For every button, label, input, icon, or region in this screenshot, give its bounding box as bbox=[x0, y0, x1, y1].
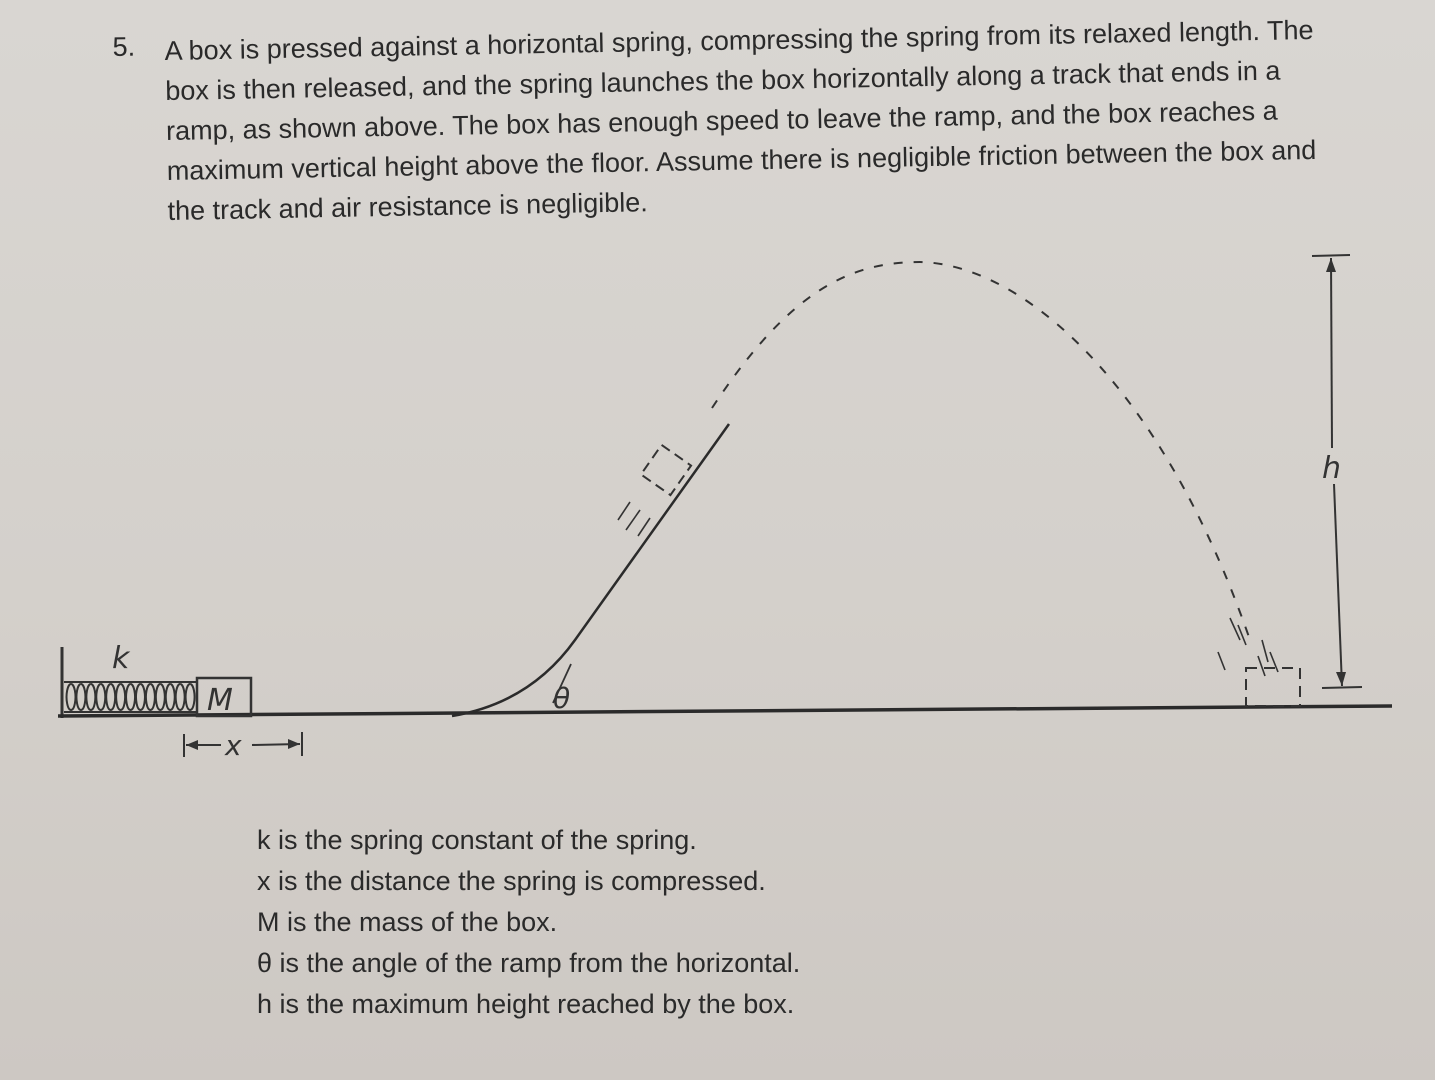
angle-label: θ bbox=[553, 682, 571, 715]
ramp bbox=[452, 424, 729, 716]
problem-text: A box is pressed against a horizontal spring, compressing the spring from its relaxed length. The box is then released, and the spring launches the box horizontally along a track that ends in a ramp, as shown above. The box has enough speed to leave the ramp, and the box reaches a maximum vertical height above the floor. Assume there is negligible friction between the box and the track and air resistance is negligible. bbox=[164, 14, 1317, 227]
trajectory bbox=[712, 262, 1250, 640]
mass-label: M bbox=[207, 683, 233, 718]
variable-definitions bbox=[257, 820, 800, 1025]
problem-number: 5. bbox=[112, 31, 136, 62]
definition-m: M is the mass of the box. bbox=[257, 907, 558, 937]
definition-h: h is the maximum height reached by the box. bbox=[257, 989, 795, 1019]
compression-label: x bbox=[225, 729, 242, 762]
definition-x: x is the distance the spring is compressed. bbox=[257, 866, 766, 896]
definition-k: k is the spring constant of the spring. bbox=[257, 825, 697, 855]
box-landed bbox=[1246, 668, 1300, 706]
spring-constant-label: k bbox=[112, 641, 130, 676]
spring bbox=[64, 682, 197, 712]
definition-theta: θ is the angle of the ramp from the horizontal. bbox=[257, 948, 801, 978]
height-label: h bbox=[1322, 451, 1342, 486]
ramp-motion-lines bbox=[618, 502, 650, 536]
compression-dimension bbox=[184, 732, 302, 757]
floor bbox=[58, 706, 1392, 716]
